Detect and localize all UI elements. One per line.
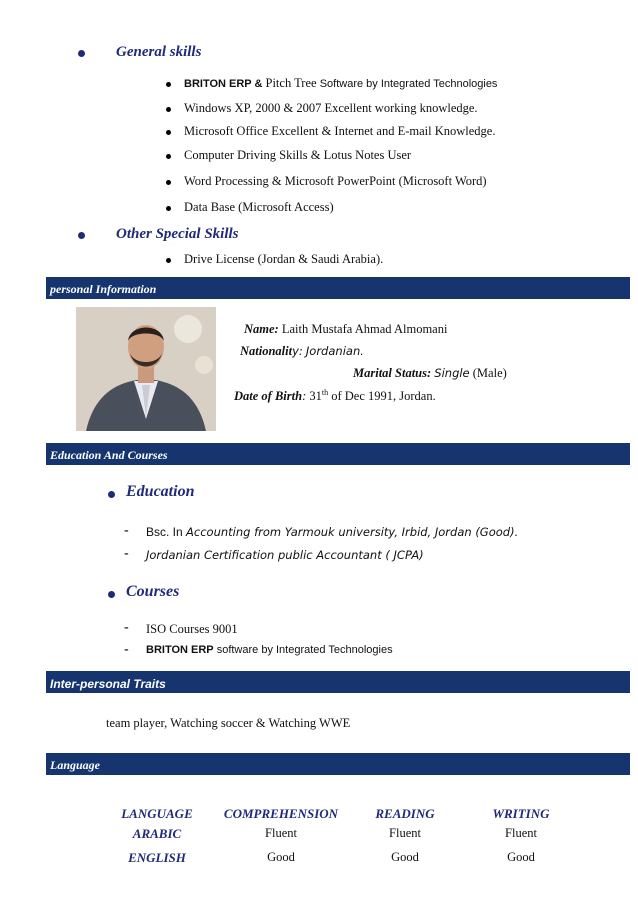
table-cell: Good [267, 850, 295, 864]
table-header-writing: WRITING [492, 806, 550, 821]
skill-item: Drive License (Jordan & Saudi Arabia). [184, 252, 384, 266]
education-item-pre: Bsc. In [146, 525, 187, 539]
general-skills-heading: General skills [116, 44, 202, 60]
dob-day: 31 [309, 389, 322, 404]
course-rest: software by Integrated Technologies [213, 644, 393, 656]
dash-marker: - [124, 523, 129, 538]
section-band-personal: personal Information [46, 277, 630, 299]
name-line [244, 322, 447, 337]
dob-suffix: th [321, 388, 329, 397]
bullet [166, 107, 171, 112]
bullet [78, 50, 85, 57]
name-value: Laith Mustafa Ahmad Almomani [281, 322, 448, 336]
skill-item: Microsoft Office Excellent & Internet and E-mail Knowledge. [184, 124, 496, 138]
nationality-line [240, 344, 364, 359]
course-bold: BRITON ERP [146, 644, 214, 656]
table-cell: Good [391, 850, 419, 864]
skill-item: Windows XP, 2000 & 2007 Excellent working knowledge. [184, 101, 478, 115]
skill-item: Word Processing & Microsoft PowerPoint (Microsoft Word) [184, 174, 487, 188]
bullet [166, 180, 171, 185]
marital-gender: (Male) [472, 366, 507, 380]
section-band-traits: Inter-personal Traits [46, 671, 630, 693]
table-cell: Fluent [389, 826, 421, 840]
bullet [108, 491, 115, 498]
portrait-image [76, 307, 216, 431]
skill-pre: Pitch Tree [265, 76, 320, 90]
marital-label: Marital Status: [353, 366, 432, 380]
section-band-language: Language [46, 753, 630, 775]
course-item [146, 644, 393, 656]
table-cell: Fluent [505, 826, 537, 840]
education-item-text: Accounting from Yarmouk university, Irbid, Jordan (Good). [186, 525, 519, 539]
skill-item: Data Base (Microsoft Access) [184, 200, 334, 214]
bullet [78, 232, 85, 239]
skill-rest: Software by Integrated Technologies [319, 78, 498, 90]
nationality-label-end: y: [292, 344, 303, 358]
dash-marker: - [124, 642, 129, 657]
bullet [108, 591, 115, 598]
name-label: Name: [244, 322, 279, 336]
table-header-reading: READING [375, 806, 435, 821]
table-header-comprehension: COMPREHENSION [223, 806, 339, 821]
table-cell-language: ARABIC [132, 826, 182, 841]
education-item: Jordanian Certification public Accountant ( JCPA) [146, 548, 424, 562]
bullet [166, 258, 171, 263]
dash-marker: - [124, 546, 129, 561]
nationality-label: Nationalit [240, 344, 293, 358]
dash-marker: - [124, 620, 129, 635]
dob-line [234, 388, 436, 404]
marital-line [353, 366, 507, 381]
skill-item [184, 76, 497, 91]
table-cell: Fluent [265, 826, 297, 840]
section-band-education: Education And Courses [46, 443, 630, 465]
marital-value: Single [434, 366, 470, 380]
bullet [166, 154, 171, 159]
bullet [166, 130, 171, 135]
education-heading: Education [126, 483, 195, 500]
table-cell: Good [507, 850, 535, 864]
skill-item: Computer Driving Skills & Lotus Notes User [184, 148, 412, 162]
dob-colon: : [302, 389, 307, 404]
courses-heading: Courses [126, 583, 180, 600]
course-item: ISO Courses 9001 [146, 622, 238, 636]
table-header-language: LANGUAGE [121, 806, 193, 821]
table-cell-language: ENGLISH [128, 850, 186, 865]
other-skills-heading: Other Special Skills [116, 226, 239, 242]
bullet [166, 82, 171, 87]
education-item [146, 525, 518, 540]
traits-text: team player, Watching soccer & Watching WWE [106, 716, 351, 730]
dob-rest: of Dec 1991, Jordan. [331, 389, 436, 404]
profile-photo [76, 307, 216, 431]
dob-label: Date of Birth [234, 389, 303, 404]
nationality-value: Jordanian. [305, 344, 364, 358]
bullet [166, 206, 171, 211]
skill-bold: BRITON ERP & [184, 78, 266, 90]
